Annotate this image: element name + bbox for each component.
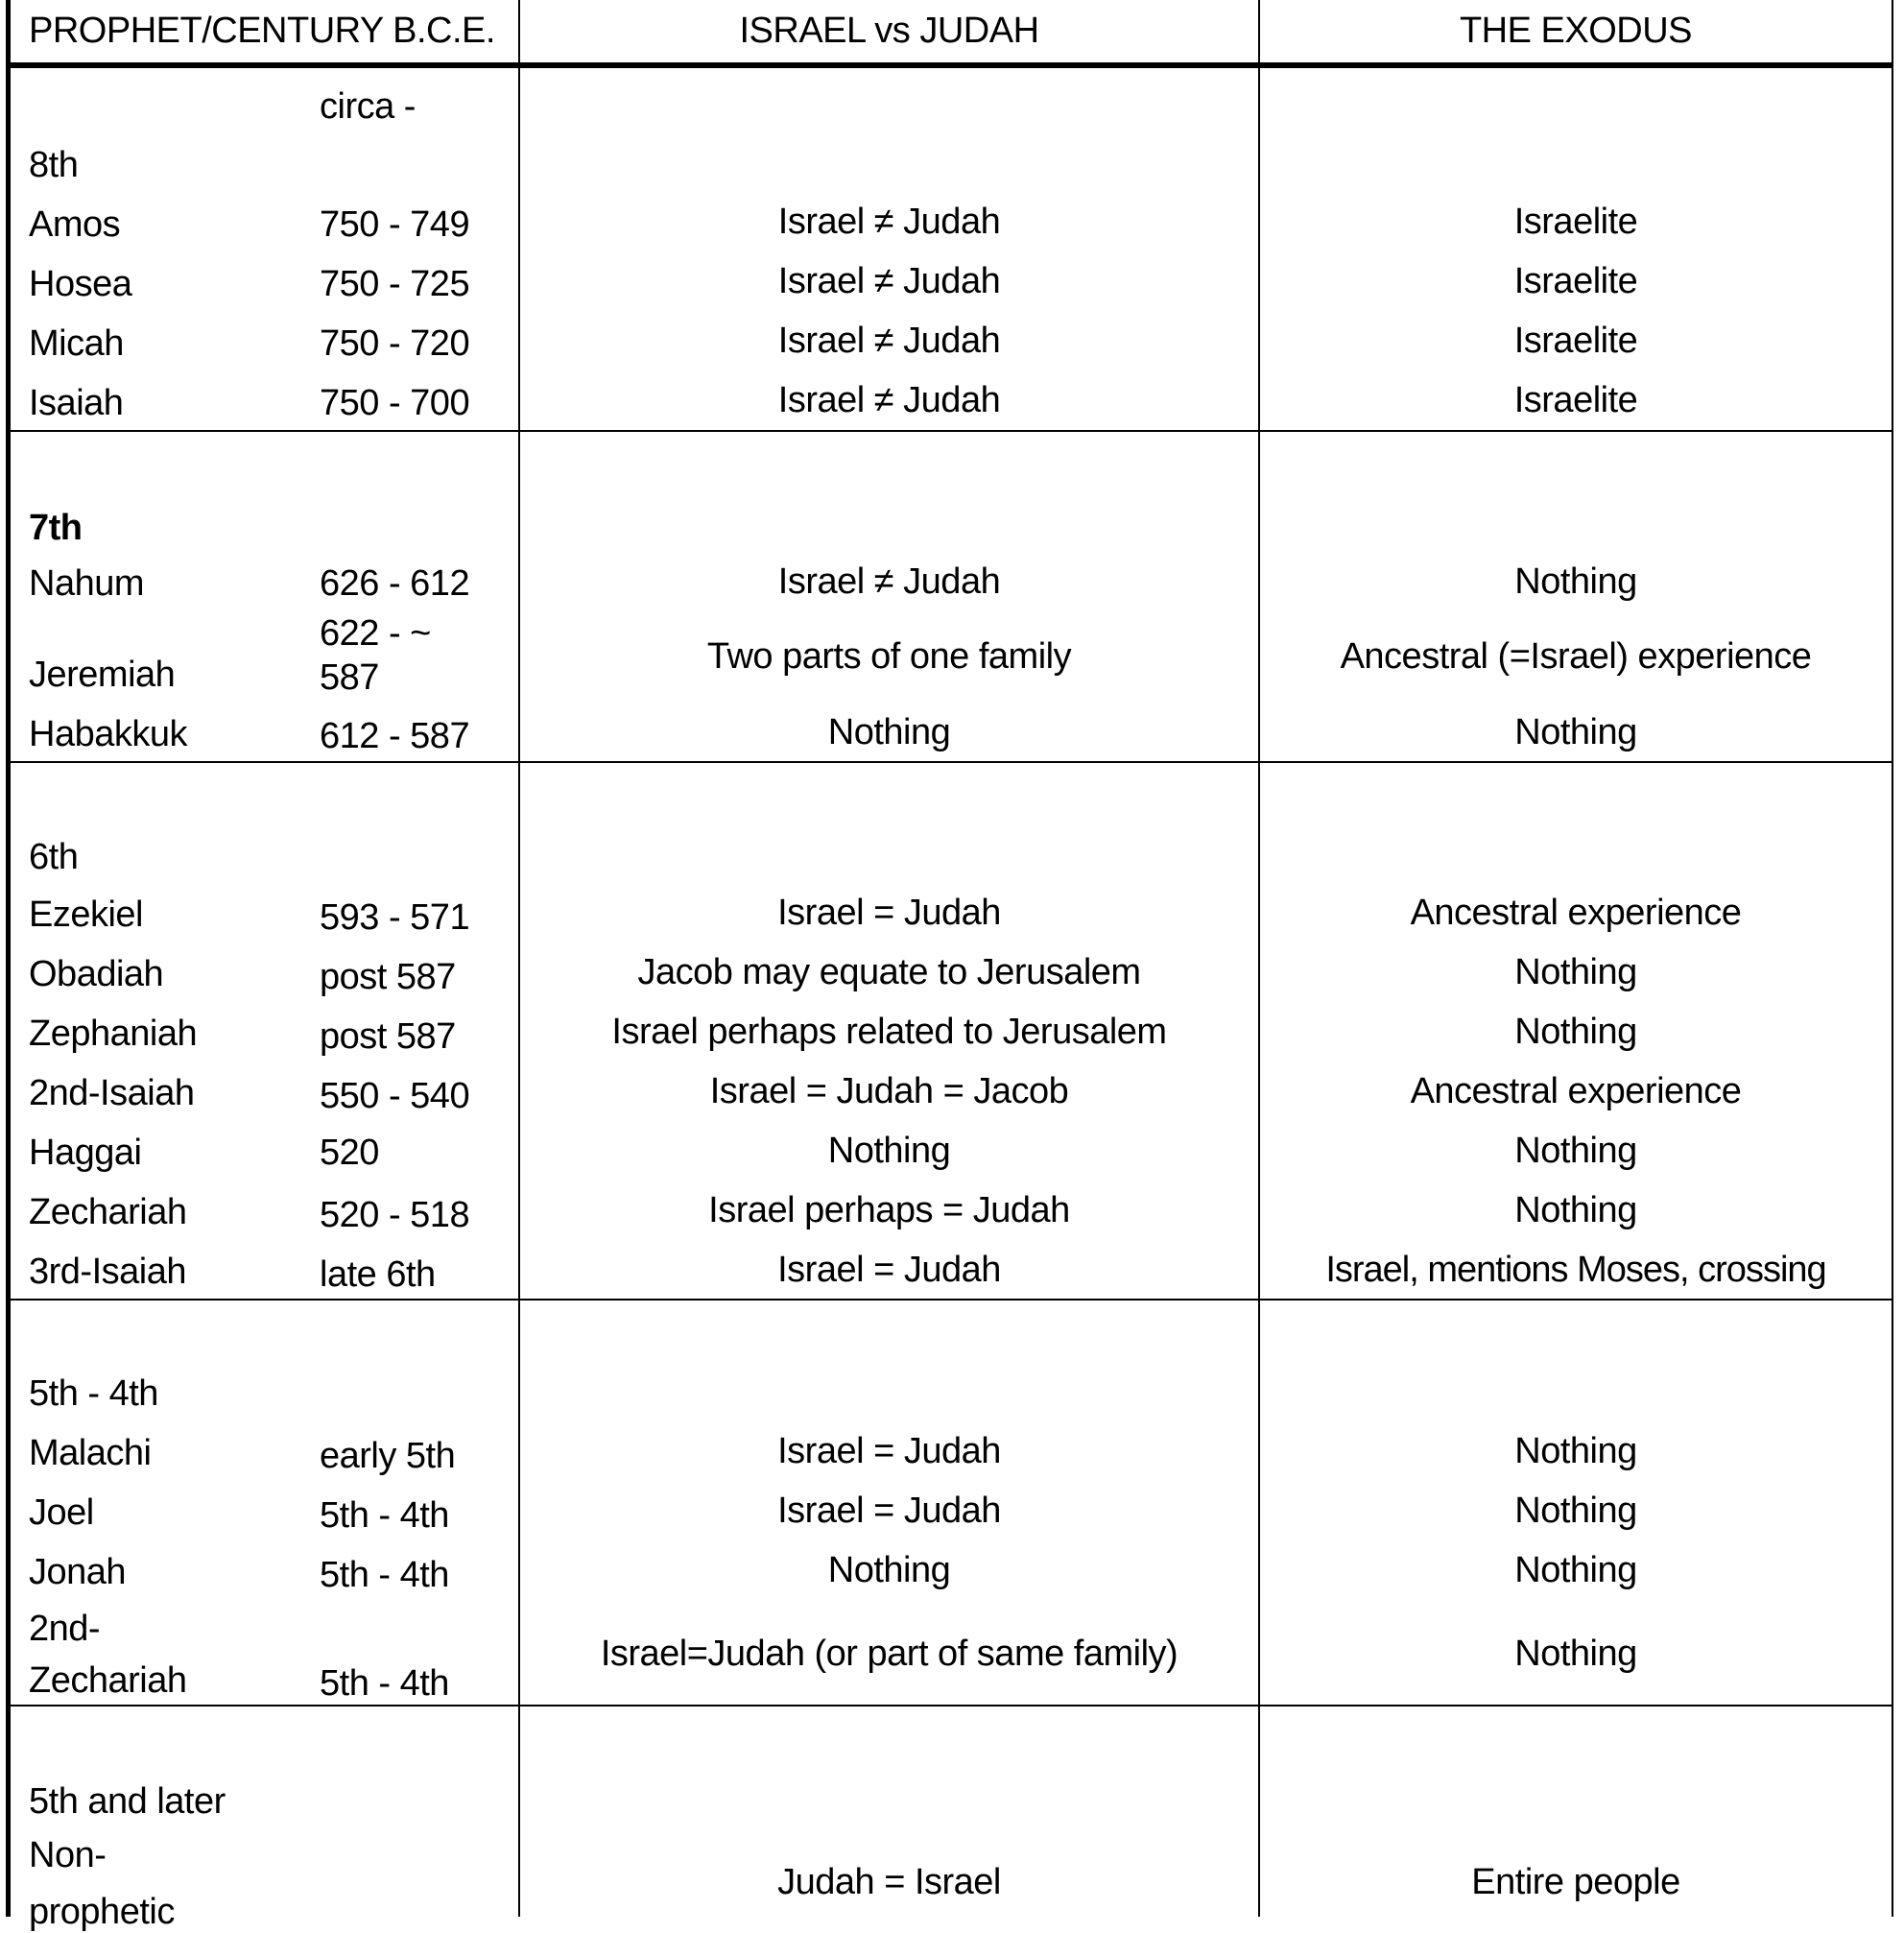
exodus-cell: Nothing — [1514, 1431, 1637, 1471]
century-label-5th-4th: 5th - 4th — [29, 1373, 158, 1414]
prophet-date: 750 - 700 — [320, 383, 470, 423]
israel-vs-judah-cell: Jacob may equate to Jerusalem — [637, 952, 1141, 992]
exodus-cell: Ancestral experience — [1410, 893, 1742, 933]
header-prophet-century: PROPHET/CENTURY B.C.E. — [29, 11, 495, 51]
section-divider-7th — [8, 761, 1893, 763]
israel-vs-judah-cell: Israel ≠ Judah — [777, 321, 1001, 361]
century-label-7th: 7th — [29, 508, 83, 548]
prophet-name-line1: 2nd- — [29, 1609, 101, 1649]
israel-vs-judah-cell: Israel perhaps related to Jerusalem — [611, 1012, 1167, 1052]
prophet-date-line1: 622 - ~ — [320, 613, 431, 654]
prophet-date: 5th - 4th — [320, 1495, 449, 1536]
israel-vs-judah-cell: Israel = Judah — [777, 893, 1001, 933]
exodus-cell: Nothing — [1514, 1634, 1637, 1674]
century-label-5th-and-later: 5th and later — [29, 1781, 226, 1822]
israel-vs-judah-cell: Israel = Judah = Jacob — [709, 1071, 1069, 1111]
israel-vs-judah-cell: Israel=Judah (or part of same family) — [600, 1634, 1178, 1674]
prophet-name: Haggai — [29, 1133, 142, 1173]
table-border-left — [6, 0, 11, 1917]
prophet-name: Joel — [29, 1492, 94, 1533]
exodus-cell: Nothing — [1514, 952, 1637, 992]
prophet-date: 550 - 540 — [320, 1076, 470, 1116]
exodus-cell: Ancestral experience — [1410, 1071, 1742, 1111]
prophet-name-line2: Zechariah — [29, 1660, 187, 1701]
israel-vs-judah-cell: Israel = Judah — [777, 1250, 1001, 1290]
prophet-date: late 6th — [320, 1254, 436, 1295]
date-header-circa: circa - — [320, 86, 416, 127]
prophet-date: 626 - 612 — [320, 563, 470, 604]
israel-vs-judah-cell: Israel = Judah — [777, 1491, 1001, 1531]
prophet-date: 750 - 720 — [320, 323, 470, 364]
exodus-cell: Nothing — [1514, 1550, 1637, 1590]
prophet-name: Isaiah — [29, 383, 124, 423]
exodus-cell: Nothing — [1514, 1131, 1637, 1171]
prophet-date-line2: 587 — [320, 657, 379, 698]
exodus-cell: Nothing — [1514, 561, 1637, 602]
prophet-name-line2: prophetic — [29, 1892, 175, 1932]
exodus-cell: Israel, mentions Moses, crossing — [1325, 1250, 1826, 1290]
prophet-name: Obadiah — [29, 954, 164, 994]
exodus-cell: Nothing — [1514, 1190, 1637, 1230]
prophet-date: 750 - 749 — [320, 204, 470, 245]
header-rule — [8, 62, 1893, 68]
exodus-cell: Israelite — [1513, 202, 1638, 242]
prophet-name: Hosea — [29, 264, 132, 304]
israel-vs-judah-cell: Israel ≠ Judah — [777, 561, 1001, 602]
israel-vs-judah-cell: Israel ≠ Judah — [777, 202, 1001, 242]
prophet-name-line1: Non- — [29, 1835, 107, 1875]
exodus-cell: Israelite — [1513, 321, 1638, 361]
exodus-cell: Israelite — [1513, 380, 1638, 420]
prophet-name: Jonah — [29, 1552, 127, 1592]
exodus-cell: Nothing — [1514, 1012, 1637, 1052]
prophet-name: Ezekiel — [29, 895, 143, 935]
israel-vs-judah-cell: Israel perhaps = Judah — [708, 1190, 1070, 1230]
prophet-date: 520 - 518 — [320, 1195, 470, 1235]
exodus-cell: Nothing — [1514, 712, 1637, 752]
prophet-date: 5th - 4th — [320, 1663, 449, 1704]
prophet-name: Zechariah — [29, 1192, 187, 1232]
header-israel-vs-judah: ISRAEL vs JUDAH — [739, 11, 1039, 51]
exodus-cell: Entire people — [1471, 1862, 1680, 1902]
prophet-name: Micah — [29, 323, 124, 364]
section-divider-6th — [8, 1299, 1893, 1301]
prophet-name: Nahum — [29, 563, 144, 604]
prophet-name: Habakkuk — [29, 714, 187, 754]
prophet-name: Amos — [29, 204, 121, 245]
israel-vs-judah-cell: Nothing — [827, 712, 951, 752]
prophet-date: 750 - 725 — [320, 264, 470, 304]
israel-vs-judah-cell: Israel ≠ Judah — [777, 261, 1001, 301]
prophet-date: 593 - 571 — [320, 897, 470, 938]
prophet-date: 5th - 4th — [320, 1555, 449, 1595]
prophet-date: post 587 — [320, 1016, 456, 1057]
exodus-cell: Nothing — [1514, 1491, 1637, 1531]
section-divider-8th — [8, 430, 1893, 432]
exodus-cell: Ancestral (=Israel) experience — [1340, 636, 1812, 677]
prophet-name: 2nd-Isaiah — [29, 1073, 195, 1113]
prophet-name: 3rd-Isaiah — [29, 1252, 186, 1292]
century-label-6th: 6th — [29, 837, 79, 877]
prophet-date: early 5th — [320, 1436, 456, 1476]
israel-vs-judah-cell: Israel ≠ Judah — [777, 380, 1001, 420]
prophet-date: 612 - 587 — [320, 716, 470, 756]
israel-vs-judah-cell: Judah = Israel — [777, 1862, 1001, 1902]
israel-vs-judah-cell: Nothing — [827, 1550, 951, 1590]
prophet-name: Malachi — [29, 1433, 152, 1473]
prophet-name: Zephaniah — [29, 1014, 198, 1054]
century-label-8th: 8th — [29, 145, 79, 185]
israel-vs-judah-cell: Nothing — [827, 1131, 951, 1171]
prophet-date: post 587 — [320, 957, 456, 997]
prophet-date: 520 — [320, 1133, 379, 1173]
section-divider-5th-4th — [8, 1705, 1893, 1706]
israel-vs-judah-cell: Israel = Judah — [777, 1431, 1001, 1471]
prophet-name: Jeremiah — [29, 655, 176, 695]
exodus-cell: Israelite — [1513, 261, 1638, 301]
header-exodus: THE EXODUS — [1459, 11, 1693, 51]
israel-vs-judah-cell: Two parts of one family — [706, 636, 1072, 677]
